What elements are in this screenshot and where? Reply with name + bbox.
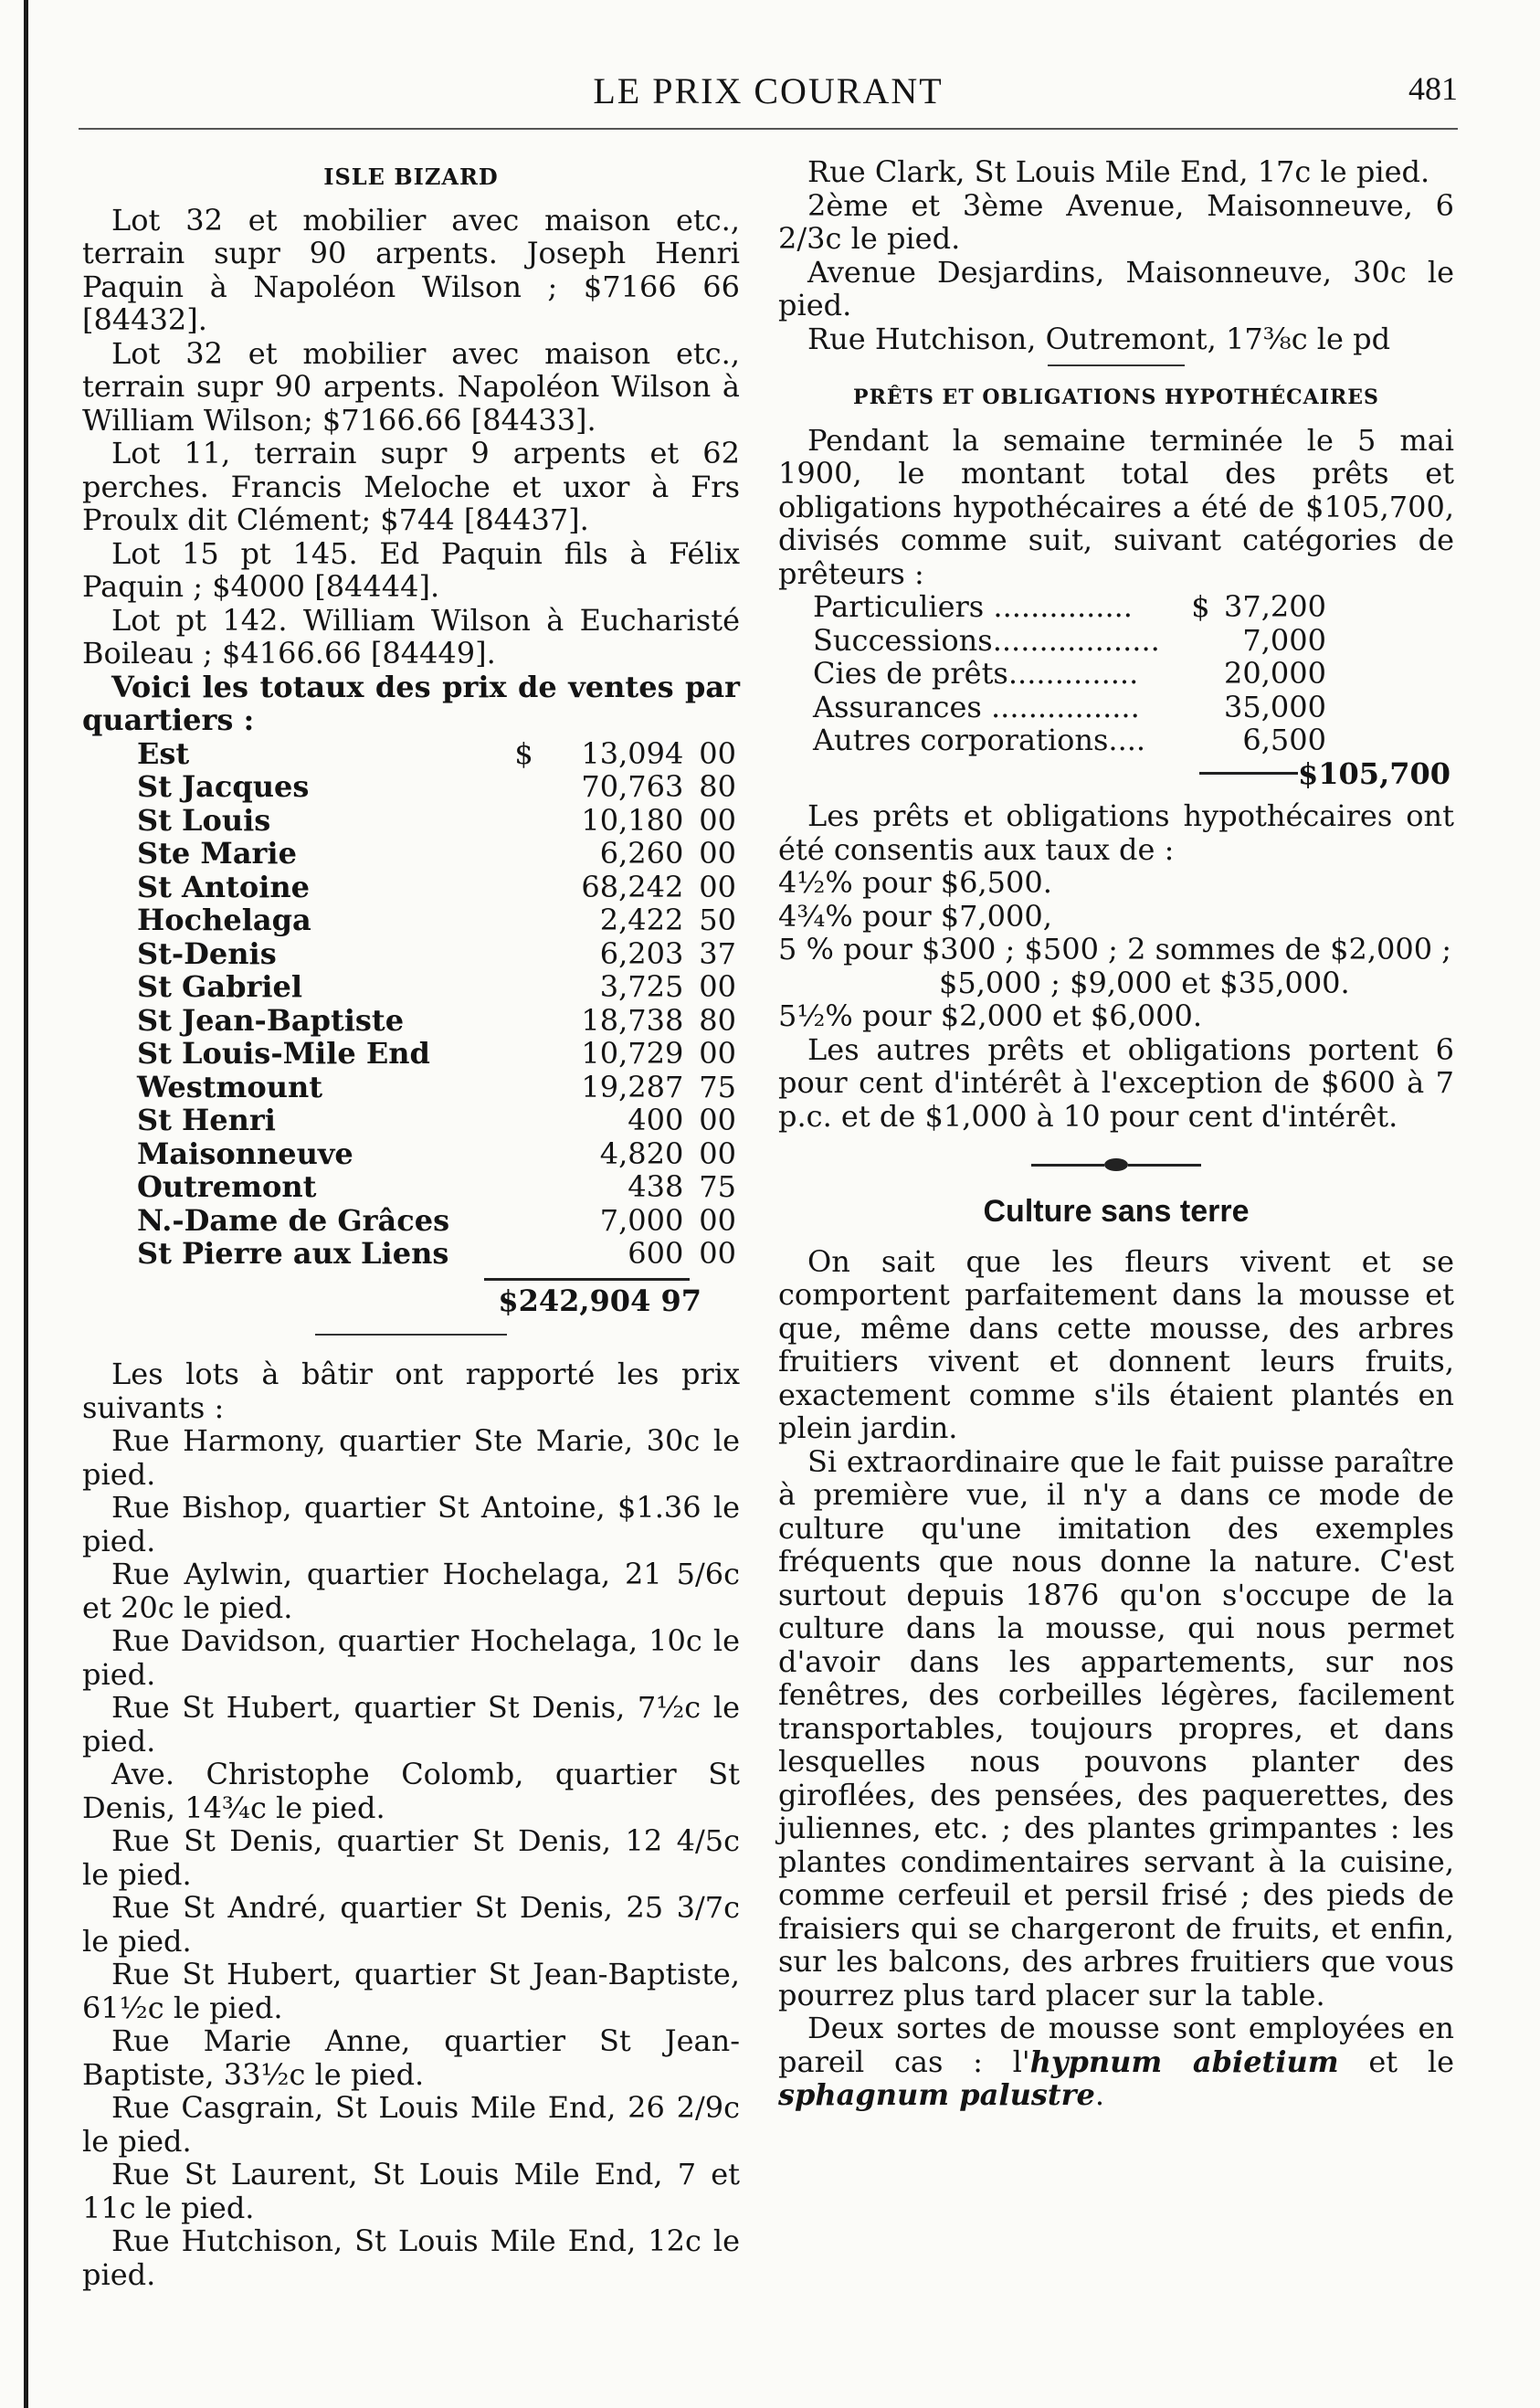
- rate-line: 5½% pour $2,000 et $6,000.: [778, 998, 1203, 1033]
- amount: 7,000: [599, 1202, 684, 1238]
- cents: 75: [699, 1069, 736, 1104]
- totals-row: [82, 1004, 740, 1038]
- totals-row: [82, 737, 740, 771]
- lenders-table: [778, 590, 1454, 757]
- district-name: St Louis-Mile End: [137, 1036, 430, 1071]
- lot-price-entry: Rue St Hubert, quartier St Jean-Baptiste, 61½c le pied.: [82, 1957, 740, 2025]
- district-name: St Jean-Baptiste: [137, 1002, 405, 1038]
- totals-intro: Voici les totaux des prix de ventes par quartiers :: [82, 669, 740, 737]
- currency-sign: [514, 903, 536, 937]
- cents: 50: [699, 903, 736, 937]
- cents: 75: [699, 1169, 736, 1204]
- currency-sign: [514, 1237, 536, 1271]
- currency-sign: $: [1191, 589, 1210, 624]
- totals-row: [82, 937, 740, 971]
- currency-sign: [1191, 657, 1218, 691]
- culture-text: Deux sortes de mousse sont employées en pareil cas : l': [778, 2011, 1454, 2079]
- totals-row: [82, 770, 740, 804]
- amount: 13,094: [581, 735, 684, 771]
- amount: 70,763: [581, 769, 684, 804]
- district-name: St Henri: [137, 1103, 276, 1137]
- lot-price-entry: Rue Davidson, quartier Hochelaga, 10c le pied.: [82, 1623, 740, 1692]
- lot-price-entry: Rue Clark, St Louis Mile End, 17c le pied.: [807, 154, 1430, 189]
- lot-price-entry: Rue Bishop, quartier St Antoine, $1.36 le pied.: [82, 1490, 740, 1558]
- currency-sign: [514, 1204, 536, 1238]
- cents: 00: [699, 1103, 736, 1137]
- currency-sign: $: [514, 735, 533, 771]
- amount: 7,000: [1242, 622, 1326, 658]
- ornament-bar: [1031, 1164, 1104, 1167]
- currency-sign: [514, 1071, 536, 1104]
- cents: 80: [699, 1002, 736, 1038]
- amount: 6,260: [599, 836, 684, 871]
- lots-list: [82, 1424, 740, 2291]
- lender-row: [778, 624, 1454, 658]
- currency-sign: [1191, 691, 1218, 724]
- lot-price-entry: Rue Hutchison, Outremont, 17⅜c le pd: [807, 321, 1391, 356]
- totals-row: [82, 1204, 740, 1238]
- district-name: Outremont: [137, 1169, 317, 1204]
- amount: 10,729: [581, 1036, 684, 1071]
- amount: 2,422: [599, 903, 684, 937]
- currency-sign: [1191, 723, 1218, 757]
- cents: 00: [699, 869, 736, 904]
- currency-sign: [514, 1137, 536, 1171]
- cents: 00: [699, 802, 736, 838]
- journal-title: LE PRIX COURANT: [593, 70, 944, 111]
- district-name: Ste Marie: [137, 836, 297, 871]
- rate-line: 4¾% pour $7,000,: [778, 898, 1052, 934]
- currency-sign: [514, 1037, 536, 1071]
- totals-row: [82, 837, 740, 871]
- currency-sign: [514, 804, 536, 838]
- lenders-total: $105,700: [1298, 755, 1450, 791]
- amount: 20,000: [1224, 656, 1326, 691]
- cents: 00: [699, 1135, 736, 1171]
- lender-row: [778, 691, 1454, 724]
- amount: 438: [628, 1169, 684, 1204]
- ornament-diamond: [1104, 1158, 1128, 1171]
- page-header: [79, 62, 1458, 117]
- lender-category: Autres corporations....: [813, 723, 1146, 757]
- cents: 00: [699, 1236, 736, 1271]
- currency-sign: [514, 1004, 536, 1038]
- lender-category: Cies de prêts..............: [813, 656, 1139, 691]
- culture-paragraph-last: [778, 2012, 1454, 2112]
- cents: 37: [699, 935, 736, 971]
- totals-rule: [484, 1278, 690, 1281]
- rate-line-continued: $5,000 ; $9,000 et $35,000.: [939, 965, 1350, 1000]
- district-name: St Louis: [137, 802, 271, 838]
- left-column: [82, 155, 740, 2291]
- district-name: Maisonneuve: [137, 1135, 353, 1171]
- rates-intro: Les prêts et obligations hypothécaires ont été consentis aux taux de :: [778, 798, 1454, 867]
- amount: 37,200: [1224, 589, 1326, 624]
- rate-line: 5 % pour $300 ; $500 ; 2 sommes de $2,000 ;: [778, 932, 1452, 966]
- isle-bizard-entry: Lot pt 142. William Wilson à Eucharisté Boileau ; $4166.66 [84449].: [82, 602, 740, 671]
- amount: 10,180: [581, 802, 684, 838]
- currency-sign: [514, 1104, 536, 1137]
- ornament-divider: [778, 1158, 1454, 1171]
- isle-bizard-heading: ISLE BIZARD: [323, 164, 499, 190]
- amount: 400: [628, 1103, 684, 1137]
- right-column: [778, 155, 1454, 2112]
- currency-sign: [514, 770, 536, 804]
- lender-category: Successions..................: [813, 622, 1160, 658]
- totals-row: [82, 1104, 740, 1137]
- totals-row: [82, 1071, 740, 1104]
- district-name: St Antoine: [137, 869, 311, 904]
- ornament-bar: [1128, 1164, 1201, 1167]
- district-name: St-Denis: [137, 935, 277, 971]
- lot-price-entry: Rue St Denis, quartier St Denis, 12 4/5c le pied.: [82, 1823, 740, 1892]
- amount: 3,725: [599, 969, 684, 1004]
- cents: 00: [699, 735, 736, 771]
- section-divider: [315, 1334, 507, 1336]
- totals-table: [82, 737, 740, 1271]
- cents: 00: [699, 1036, 736, 1071]
- lot-price-entry: Rue Casgrain, St Louis Mile End, 26 2/9c le pied.: [82, 2090, 740, 2159]
- amount: 600: [628, 1236, 684, 1271]
- amount: 4,820: [599, 1135, 684, 1171]
- lender-category: Particuliers ...............: [813, 589, 1133, 624]
- loans-intro: Pendant la semaine terminée le 5 mai 1900, le montant total des prêts et obligations hypothécaires a été de $105,700, divisés comme suit, suivant catégories de prêteurs :: [778, 422, 1454, 591]
- cents: 00: [699, 836, 736, 871]
- totals-row: [82, 871, 740, 904]
- cents: 80: [699, 769, 736, 804]
- species-name: hypnum abietium: [1029, 2044, 1339, 2079]
- lots-intro: Les lots à bâtir ont rapporté les prix suivants :: [82, 1357, 740, 1425]
- lenders-total-rule: [1199, 772, 1298, 775]
- currency-sign: [514, 937, 536, 971]
- lot-price-entry: Rue Harmony, quartier Ste Marie, 30c le pied.: [82, 1423, 740, 1492]
- grand-total: $242,904 97: [498, 1283, 701, 1318]
- lot-price-entry: 2ème et 3ème Avenue, Maisonneuve, 6 2/3c le pied.: [778, 187, 1454, 256]
- lender-row: [778, 590, 1454, 624]
- culture-text: et le: [1338, 2044, 1455, 2079]
- lot-price-entry: Rue St Laurent, St Louis Mile End, 7 et 11c le pied.: [82, 2157, 740, 2225]
- culture-paragraph: On sait que les fleurs vivent et se comportent parfaitement dans la mousse et que, même dans cette mousse, des arbres fruitiers vivent et donnent leurs fruits, exactement comme s'ils étaient plantés en plein jardin.: [778, 1243, 1454, 1445]
- currency-sign: [514, 871, 536, 904]
- header-rule: [79, 128, 1458, 130]
- totals-row: [82, 1037, 740, 1071]
- totals-row: [82, 970, 740, 1004]
- isle-bizard-entry: Lot 32 et mobilier avec maison etc., terrain supr 90 arpents. Napoléon Wilson à William Wilson; $7166.66 [84433].: [82, 335, 740, 438]
- amount: 68,242: [581, 869, 684, 904]
- amount: 35,000: [1224, 689, 1326, 724]
- culture-paragraph: Si extraordinaire que le fait puisse paraître à première vue, il n'y a dans ce mode de culture qu'une imitation des exemples fréquents que nous donne la nature. C'est surtout depuis 1876 qu'on s'occupe de la culture dans la mousse, qui nous permet d'avoir dans les appartements, sur nos fenêtres, des corbeilles légères, facilement transportables, toujours propres, et dans lesquelles nous pouvons planter des giroflées, des pensées, des paquerettes, des juliennes, etc. ; des plantes grimpantes : les plantes condimentaires servant à la cuisine, comme cerfeuil et persil frisé ; des pieds de fraisiers qui se chargeront de fruits, et enfin, sur les balcons, des arbres fruitiers que vous pourrez plus tard placer sur la table.: [778, 1443, 1454, 2012]
- loans-heading: PRÊTS ET OBLIGATIONS HYPOTHÉCAIRES: [853, 385, 1379, 409]
- section-divider: [1048, 364, 1185, 366]
- page-edge-rule: [24, 0, 28, 2408]
- amount: 6,500: [1242, 723, 1326, 757]
- lot-price-entry: Avenue Desjardins, Maisonneuve, 30c le pied.: [778, 254, 1454, 322]
- currency-sign: [1191, 624, 1218, 658]
- currency-sign: [514, 1170, 536, 1204]
- lot-price-entry: Rue Marie Anne, quartier St Jean-Baptiste, 33½c le pied.: [82, 2023, 740, 2092]
- lot-price-entry: Rue St Hubert, quartier St Denis, 7½c le pied.: [82, 1690, 740, 1758]
- totals-row: [82, 1170, 740, 1204]
- lot-price-entry: Ave. Christophe Colomb, quartier St Denis, 14¾c le pied.: [82, 1757, 740, 1825]
- district-name: Westmount: [137, 1069, 322, 1104]
- district-name: St Jacques: [137, 769, 310, 804]
- lender-row: [778, 723, 1454, 757]
- cents: 00: [699, 969, 736, 1004]
- totals-row: [82, 1237, 740, 1271]
- culture-heading: Culture sans terre: [983, 1194, 1250, 1229]
- totals-row: [82, 903, 740, 937]
- totals-row: [82, 1137, 740, 1171]
- isle-bizard-entry: Lot 15 pt 145. Ed Paquin fils à Félix Paquin ; $4000 [84444].: [82, 535, 740, 604]
- species-name: sphagnum palustre: [778, 2077, 1095, 2112]
- lot-price-entry: Rue Hutchison, St Louis Mile End, 12c le pied.: [82, 2223, 740, 2292]
- loans-outro: Les autres prêts et obligations portent 6 pour cent d'intérêt à l'exception de $600 à 7 p.c. et de $1,000 à 10 pour cent d'intérêt.: [778, 1031, 1454, 1134]
- currency-sign: [514, 970, 536, 1004]
- isle-bizard-entry: Lot 32 et mobilier avec maison etc., terrain supr 90 arpents. Joseph Henri Paquin à Napoléon Wilson ; $7166 66 [84432].: [82, 202, 740, 337]
- district-name: St Pierre aux Liens: [137, 1236, 449, 1271]
- district-name: Hochelaga: [137, 903, 311, 937]
- currency-sign: [514, 837, 536, 871]
- amount: 18,738: [581, 1002, 684, 1038]
- lender-row: [778, 657, 1454, 691]
- rate-line: 4½% pour $6,500.: [778, 865, 1052, 900]
- district-name: N.-Dame de Grâces: [137, 1202, 450, 1238]
- page-number: 481: [1408, 70, 1458, 107]
- lot-price-entry: Rue St André, quartier St Denis, 25 3/7c le pied.: [82, 1890, 740, 1959]
- district-name: St Gabriel: [137, 969, 302, 1004]
- lender-category: Assurances ................: [813, 689, 1140, 724]
- cents: 00: [699, 1202, 736, 1238]
- lenders-total-row: [778, 757, 1454, 791]
- isle-bizard-entry: Lot 11, terrain supr 9 arpents et 62 perches. Francis Meloche et uxor à Frs Proulx dit Clément; $744 [84437].: [82, 436, 740, 537]
- totals-row: [82, 804, 740, 838]
- amount: 19,287: [581, 1069, 684, 1104]
- district-name: Est: [137, 735, 190, 771]
- lots-list-continued: [778, 155, 1454, 355]
- lot-price-entry: Rue Aylwin, quartier Hochelaga, 21 5/6c et 20c le pied.: [82, 1557, 740, 1625]
- amount: 6,203: [599, 935, 684, 971]
- culture-text: .: [1094, 2077, 1105, 2112]
